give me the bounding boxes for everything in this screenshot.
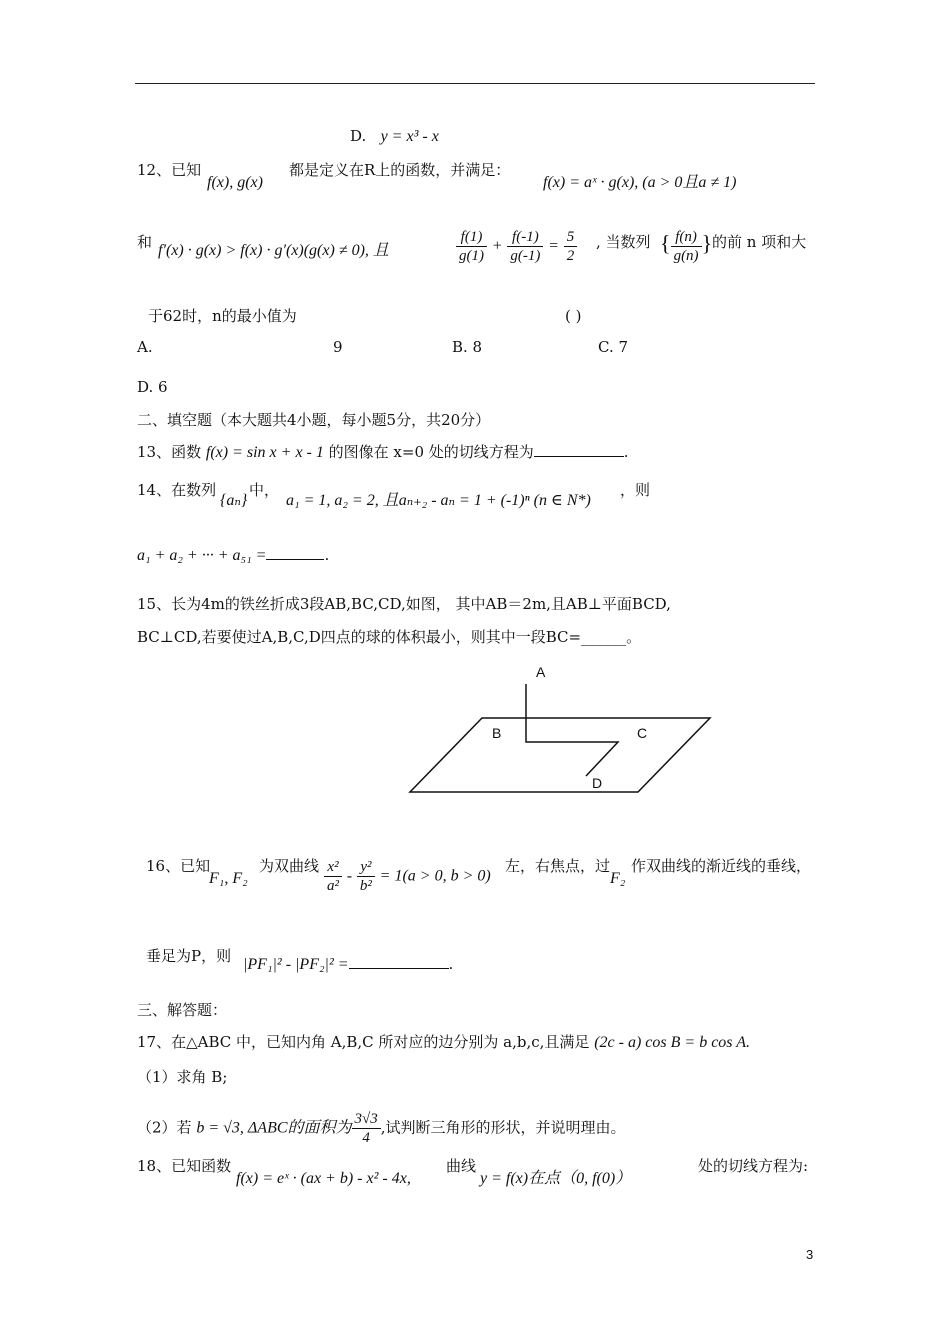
fraction xyxy=(671,228,702,265)
fraction xyxy=(507,228,543,265)
question-number: 16、已知 xyxy=(146,857,211,875)
q17-part2 xyxy=(137,1110,626,1147)
math-expr: f(x), g(x) xyxy=(207,174,263,191)
q14-seq xyxy=(220,490,247,511)
operator: - xyxy=(346,867,353,885)
numerator: f(1) xyxy=(456,228,487,247)
q18-num xyxy=(137,1156,231,1176)
q16-text3 xyxy=(631,856,811,876)
q12-option-c xyxy=(598,337,628,357)
option-label: A. xyxy=(137,338,153,356)
plane-parallelogram xyxy=(410,718,710,792)
text: 于62时，n的最小值为 xyxy=(148,307,297,325)
q14-end xyxy=(620,480,650,500)
section-2-title xyxy=(137,410,490,430)
fraction xyxy=(352,1110,381,1147)
option-label: D. xyxy=(350,127,367,145)
q16-text2 xyxy=(505,856,610,876)
math-expr: F₂ xyxy=(610,870,626,887)
text: 左，右焦点，过 xyxy=(505,857,611,875)
math-expr: a₁ + a₂ + ··· + a₅₁ = xyxy=(137,547,267,564)
q12-seq xyxy=(660,228,712,265)
q12-option-a-value xyxy=(333,337,343,357)
denominator: g(-1) xyxy=(510,248,541,264)
math-expr: y = x³ - x xyxy=(380,128,439,145)
q17-line1 xyxy=(137,1032,750,1053)
math-expr: a₁ = 1, a₂ = 2, 且aₙ₊₂ - aₙ = 1 + (-1)ⁿ (n ∈ N*) xyxy=(286,492,591,509)
denominator: g(n) xyxy=(673,248,699,264)
text: 15、长为4m的铁丝折成3段AB,BC,CD,如图， 其中AB＝2m,且AB⊥平面BCD, xyxy=(137,595,671,613)
q18-text1 xyxy=(446,1156,476,1176)
q16-line2 xyxy=(146,946,231,966)
q12-line3 xyxy=(148,306,297,326)
fraction xyxy=(456,228,487,265)
q12-fracs xyxy=(456,228,577,265)
math-expr: (2c - a) cos B = b cos A. xyxy=(594,1034,751,1051)
q12-cond1 xyxy=(543,172,737,193)
answer-blank xyxy=(534,442,624,457)
answer-paren xyxy=(565,306,581,326)
q14-line1 xyxy=(137,480,216,500)
label-c: C xyxy=(637,725,648,741)
fraction xyxy=(324,858,342,895)
text: . xyxy=(623,443,629,461)
text: 和 xyxy=(137,233,153,251)
label-a: A xyxy=(536,664,546,680)
q18-curve xyxy=(480,1168,631,1189)
math-expr: F₁, F₂ xyxy=(209,870,248,887)
text: 17、在△ABC 中，已知内角 A,B,C 所对应的边分别为 a,b,c,且满足 xyxy=(137,1033,590,1051)
header-rule xyxy=(135,83,815,84)
text: （1）求角 B; xyxy=(137,1068,228,1086)
math-expr: = 1(a > 0, b > 0) xyxy=(379,867,491,885)
q12-and xyxy=(137,232,152,252)
q12-option-d xyxy=(137,377,168,397)
option-text: B. 8 xyxy=(452,338,483,356)
denominator: 4 xyxy=(362,1130,370,1146)
numerator: 5 xyxy=(564,228,578,247)
question-number: 12、已知 xyxy=(137,161,202,179)
numerator: f(-1) xyxy=(507,228,543,247)
denominator: 2 xyxy=(566,248,575,264)
q12-line1 xyxy=(137,160,201,180)
q12-text2 xyxy=(596,232,651,252)
denominator: a² xyxy=(327,878,339,894)
section-heading: 二、填空题（本大题共4小题，每小题5分，共20分） xyxy=(137,411,491,429)
text: 曲线 xyxy=(446,1157,477,1175)
text: ，则 xyxy=(620,481,651,499)
math-expr: f(x) = sin x + x - 1 xyxy=(205,444,324,461)
page-number: 3 xyxy=(806,1247,814,1262)
q12-funcs xyxy=(207,172,263,193)
q12-line2 xyxy=(158,240,389,261)
text: 都是定义在R上的函数，并满足： xyxy=(289,161,511,179)
question-number: 13、函数 xyxy=(137,443,202,461)
question-number: 18、已知函数 xyxy=(137,1157,232,1175)
text: 处的切线方程为: xyxy=(698,1157,809,1175)
text: . xyxy=(324,546,330,564)
q16-expr xyxy=(243,954,453,975)
option-value: 9 xyxy=(333,338,343,356)
brace-right: } xyxy=(701,230,713,256)
answer-blank xyxy=(349,954,449,969)
section-3-title xyxy=(137,1000,227,1020)
answer-blank xyxy=(266,545,324,560)
q16-f2 xyxy=(610,868,625,889)
numerator: y² xyxy=(357,858,375,877)
q18-text2 xyxy=(698,1156,808,1176)
text: BC⊥CD,若要使过A,B,C,D四点的球的体积最小，则其中一段BC=______。 xyxy=(137,628,642,646)
text: ( ) xyxy=(565,307,582,325)
q17-part1 xyxy=(137,1067,227,1087)
text: , 当数列 xyxy=(596,233,651,251)
numerator: f(n) xyxy=(671,228,702,247)
question-number: 14、在数列 xyxy=(137,481,217,499)
q12-text3 xyxy=(712,232,806,252)
q15-figure xyxy=(400,660,720,800)
math-expr: {aₙ} xyxy=(220,492,248,509)
label-b: B xyxy=(492,725,502,741)
text: 的图像在 x=0 处的切线方程为 xyxy=(328,443,534,461)
numerator: 3√3 xyxy=(352,1110,381,1129)
text: （2）若 xyxy=(137,1118,192,1137)
text: ,试判断三角形的形状，并说明理由。 xyxy=(380,1118,626,1137)
text: 垂足为P，则 xyxy=(146,947,232,965)
denominator: b² xyxy=(359,878,372,894)
brace-left: { xyxy=(660,230,671,256)
q16-num xyxy=(146,856,210,876)
q12-option-a xyxy=(137,337,153,357)
section-heading: 三、解答题： xyxy=(137,1001,228,1019)
q14-cond xyxy=(286,490,591,511)
fraction xyxy=(564,228,578,265)
q14-line2 xyxy=(137,545,329,566)
operator: = xyxy=(548,237,559,255)
q16-foci xyxy=(209,868,248,889)
q18-expr xyxy=(236,1168,411,1189)
math-expr: f(x) = aˣ · g(x), (a > 0且a ≠ 1) xyxy=(543,174,737,191)
text: 为双曲线 xyxy=(259,857,320,875)
math-expr: |PF₁|² - |PF₂|² = xyxy=(243,956,349,973)
q11-option-d xyxy=(350,126,439,147)
math-expr: y = f(x)在点（0, f(0)） xyxy=(480,1170,632,1187)
q12-option-b xyxy=(452,337,482,357)
text: 作双曲线的渐近线的垂线， xyxy=(631,857,812,875)
math-expr: b = √3, ΔABC的面积为 xyxy=(196,1119,352,1137)
operator: + xyxy=(491,237,503,255)
fraction xyxy=(357,858,375,895)
math-expr: f′(x) · g(x) > f(x) · g′(x)(g(x) ≠ 0), 且 xyxy=(158,242,389,259)
q13 xyxy=(137,442,629,463)
option-text: C. 7 xyxy=(598,338,629,356)
denominator: g(1) xyxy=(459,248,484,264)
numerator: x² xyxy=(324,858,342,877)
q15-line1 xyxy=(137,594,671,614)
q12-text1 xyxy=(289,160,510,180)
text: . xyxy=(448,955,454,973)
q16-hyperbola xyxy=(324,858,491,895)
option-text: D. 6 xyxy=(137,378,168,396)
math-expr: f(x) = eˣ · (ax + b) - x² - 4x, xyxy=(236,1170,411,1187)
wire-path xyxy=(526,684,618,776)
q15-line2 xyxy=(137,627,641,647)
text: 中， xyxy=(249,481,280,499)
q16-text1 xyxy=(259,856,319,876)
text: 的前 n 项和大 xyxy=(712,233,807,251)
q14-mid xyxy=(249,480,279,500)
label-d: D xyxy=(592,775,603,791)
